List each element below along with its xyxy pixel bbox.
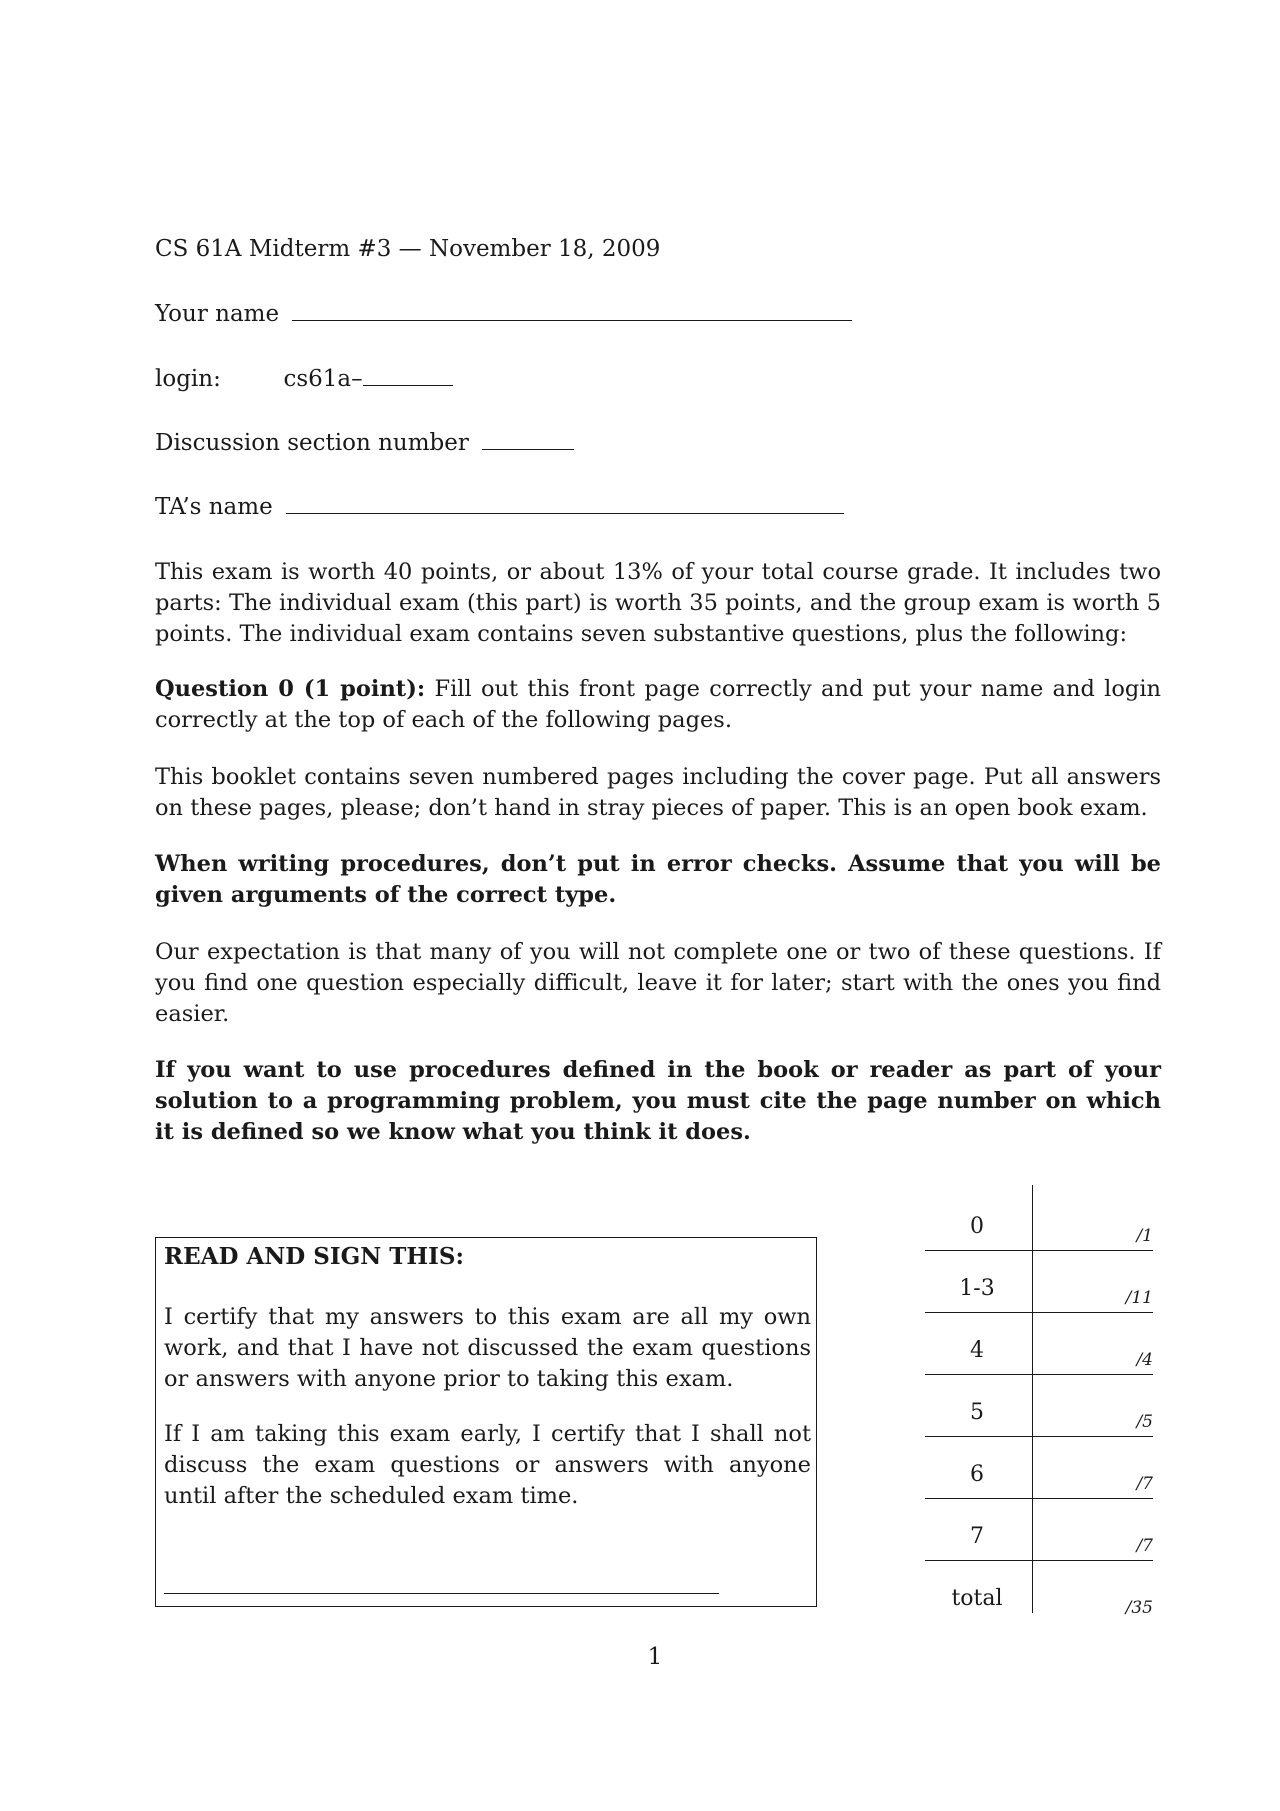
score-rule [925, 1250, 1153, 1251]
intro-paragraph: This exam is worth 40 points, or about 13% of your total course grade. It includes two parts: The individual exam (this part) is worth 35 points, and the group exam is worth 5 points. The individual exam contains seven substantive questions, plus the following: [155, 559, 1161, 647]
sign-box [155, 1237, 817, 1607]
score-row [925, 1214, 1153, 1276]
certification-paragraph: I certify that my answers to this exam are all my own work, and that I have not discussed the exam questions or answers with anyone prior to taking this exam. [164, 1304, 811, 1392]
score-rule [925, 1560, 1153, 1561]
early-exam-paragraph: If I am taking this exam early, I certify that I shall not discuss the exam questions or answers with anyone until after the scheduled exam time. [164, 1421, 811, 1509]
login-field[interactable] [363, 363, 453, 386]
citation-notice: If you want to use procedures defined in the book or reader as part of your solution to a programming problem, you must cite the page number on which it is defined so we know what you think it does. [155, 1057, 1161, 1145]
booklet-paragraph: This booklet contains seven numbered pages including the cover page. Put all answers on these pages, please; don’t hand in stray pieces of paper. This is an open book exam. [155, 764, 1161, 821]
score-total-max: /35 [1125, 1598, 1153, 1618]
exam-title: CS 61A Midterm #3 — November 18, 2009 [155, 236, 661, 262]
sign-box-title: READ AND SIGN THIS: [164, 1243, 465, 1270]
score-max: /7 [1136, 1474, 1153, 1494]
login-row [155, 363, 453, 393]
score-question-label: 0 [970, 1214, 984, 1239]
ta-name-label: TA’s name [155, 494, 273, 520]
login-prefix: cs61a– [283, 366, 363, 392]
score-row [925, 1400, 1153, 1462]
expectation-paragraph: Our expectation is that many of you will not complete one or two of these questions. If you find one question especially difficult, leave it for later; start with the ones you find easier. [155, 939, 1161, 1027]
score-max: /4 [1136, 1350, 1153, 1370]
score-question-label: 7 [970, 1524, 984, 1549]
score-row [925, 1276, 1153, 1338]
score-max: /5 [1136, 1412, 1153, 1432]
score-row [925, 1462, 1153, 1524]
question-0-paragraph [155, 674, 1161, 736]
score-rule [925, 1498, 1153, 1499]
section-row [155, 427, 574, 457]
your-name-label: Your name [155, 301, 280, 327]
question-0-text: Fill out this front page correctly and put your name and login correctly at the top of each of the following pages. [155, 676, 1162, 733]
score-question-label: 1-3 [959, 1276, 995, 1301]
score-rule [925, 1312, 1153, 1313]
score-question-label: 6 [970, 1462, 984, 1487]
page-number: 1 [647, 1644, 663, 1670]
ta-name-field[interactable] [286, 491, 844, 514]
score-max: /1 [1136, 1226, 1153, 1246]
score-rule [925, 1374, 1153, 1375]
score-rule [925, 1436, 1153, 1437]
score-question-label: 5 [970, 1400, 984, 1425]
section-field[interactable] [482, 427, 574, 450]
score-row [925, 1338, 1153, 1400]
score-row-total [925, 1586, 1153, 1648]
your-name-row [155, 298, 852, 328]
score-total-label: total [951, 1586, 1003, 1611]
question-0-label: Question 0 (1 point): [155, 676, 426, 702]
score-question-label: 4 [970, 1338, 984, 1363]
score-max: /11 [1125, 1288, 1153, 1308]
score-row [925, 1524, 1153, 1586]
login-label: login: [155, 366, 221, 392]
your-name-field[interactable] [292, 298, 852, 321]
section-label: Discussion section number [155, 430, 469, 456]
score-max: /7 [1136, 1536, 1153, 1556]
ta-name-row [155, 491, 844, 521]
error-checks-notice: When writing procedures, don’t put in error checks. Assume that you will be given arguments of the correct type. [155, 851, 1161, 908]
signature-line[interactable] [164, 1593, 719, 1594]
